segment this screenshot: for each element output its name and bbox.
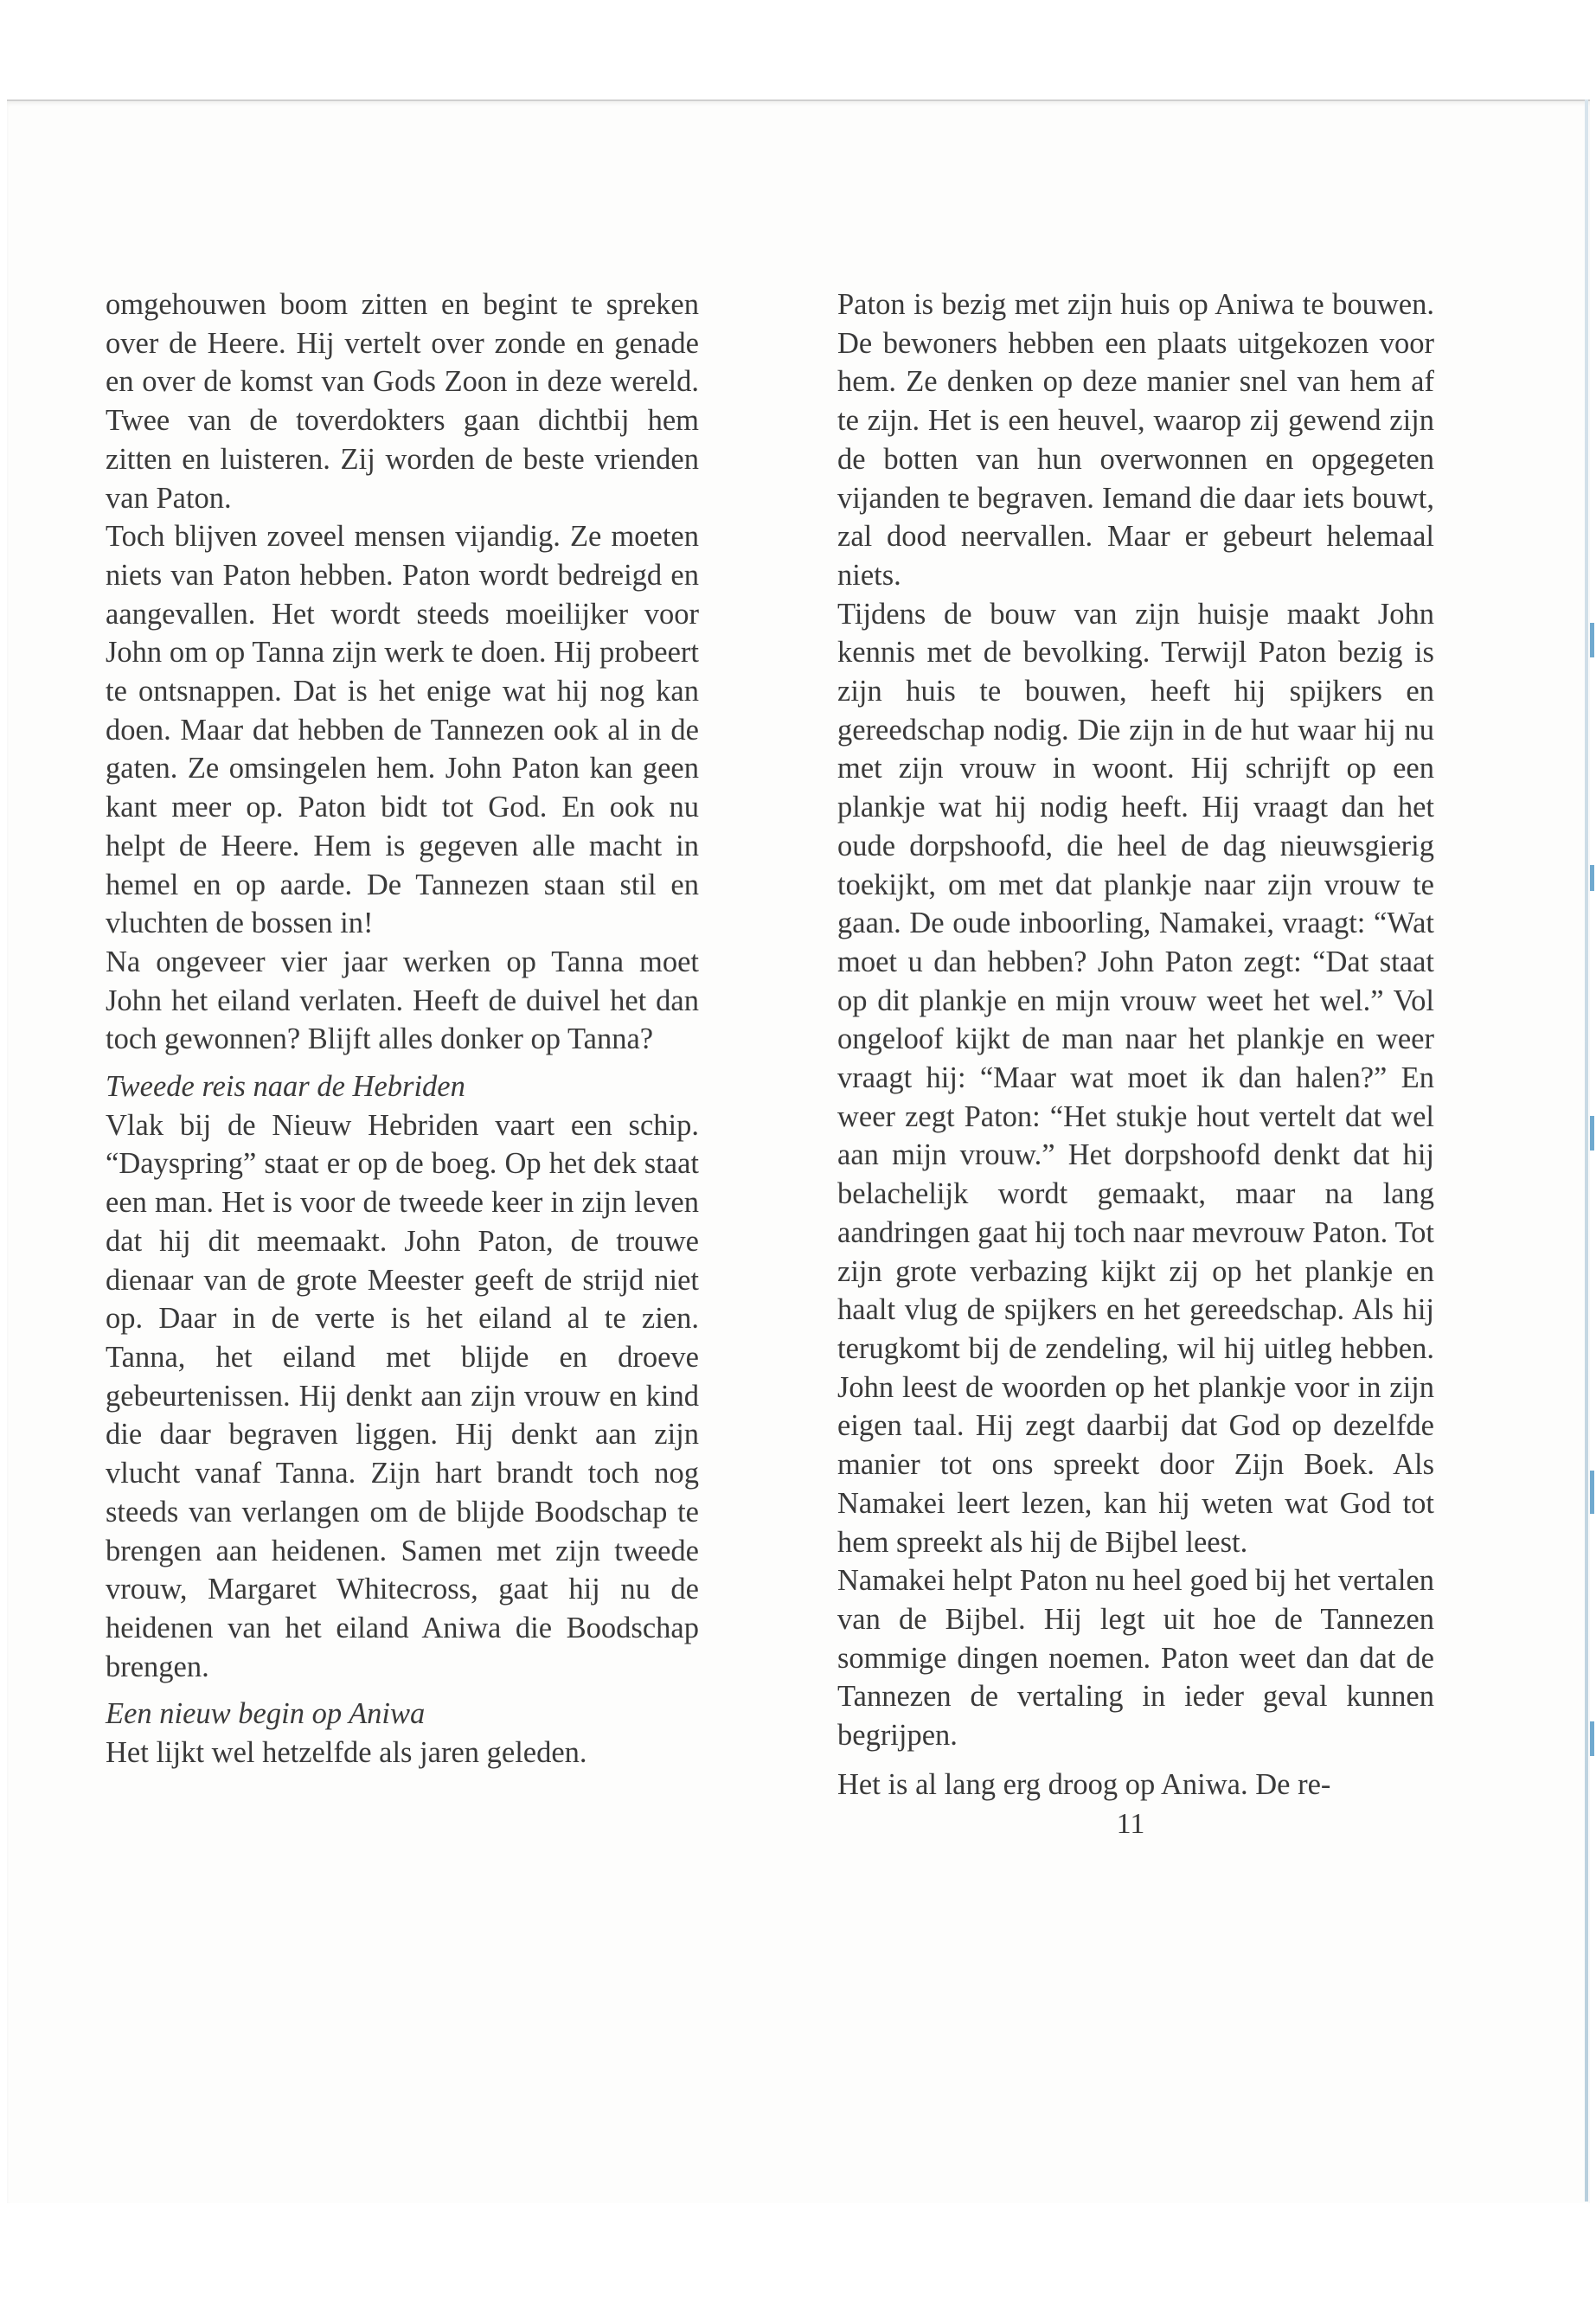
page-edge-mark bbox=[1590, 1471, 1594, 1514]
page-edge-mark bbox=[1590, 1116, 1594, 1150]
page-number: 11 bbox=[1116, 1808, 1145, 1840]
section-heading: Een nieuw begin op Aniwa bbox=[106, 1697, 426, 1731]
left-column bbox=[106, 285, 699, 1772]
paragraph: Tijdens de bouw van zijn huisje maakt John kennis met de bevolking. Terwijl Paton bezig is zijn huis te bouwen, heeft hij spijkers en gereedschap nodig. Die zijn in de hut waar hij nu met zijn vrouw in woont. Hij schrijft op een plankje wat hij nodig heeft. Hij vraagt dan het oude dorpshoofd, die heel de dag nieuwsgierig toekijkt, om met dat plankje naar zijn vrouw te gaan. De oude inboorling, Namakei, vraagt: “Wat moet u dan hebben? John Paton zegt: “Dat staat op dit plankje en mijn vrouw weet het wel.” Vol ongeloof kijkt de man naar het plankje en weer vraagt hij: “Maar wat moet ik dan halen?” En weer zegt Paton: “Het stukje hout vertelt dat wel aan mijn vrouw.” Het dorpshoofd denkt dat hij belachelijk wordt gemaakt, maar na lang aandringen gaat hij toch naar mevrouw Paton. Tot zijn grote verbazing kijkt zij op het plankje en haalt vlug de spijkers en het gereedschap. Als hij terugkomt bij de zendeling, wil hij uitleg hebben. John leest de woorden op het plankje voor in zijn eigen taal. Hij zegt daarbij dat God op dezelfde manier tot ons spreekt door Zijn Boek. Als Namakei leert lezen, kan hij weten wat God tot hem spreekt als hij de Bijbel leest. bbox=[837, 597, 1434, 1559]
paragraph: Het is al lang erg droog op Aniwa. De re- bbox=[837, 1767, 1331, 1801]
paragraph: Toch blijven zoveel mensen vijandig. Ze moeten niets van Paton hebben. Paton wordt bedreigd en aangevallen. Het wordt steeds moeilijker voor John om op Tanna zijn werk te doen. Hij probeert te ontsnappen. Dat is het enige wat hij nog kan doen. Maar dat hebben de Tannezen ook al in de gaten. Ze omsingelen hem. John Paton kan geen kant meer op. Paton bidt tot God. En ook nu helpt de Heere. Hem is gegeven alle macht in hemel en op aarde. De Tannezen staan stil en vluchten de bossen in! bbox=[106, 520, 699, 940]
paragraph: Namakei helpt Paton nu heel goed bij het vertalen van de Bijbel. Hij legt uit hoe de Tannezen sommige dingen noemen. Paton weet dan dat de Tannezen de vertaling in ieder geval kunnen begrijpen. bbox=[837, 1564, 1434, 1753]
page-edge-mark bbox=[1590, 1721, 1594, 1756]
paragraph: Paton is bezig met zijn huis op Aniwa te bouwen. De bewoners hebben een plaats uitgekozen voor hem. Ze denken op deze manier snel van hem af te zijn. Het is een heuvel, waarop zij gewend zijn de botten van hun overwonnen en opgegeten vijanden te begraven. Iemand die daar iets bouwt, zal dood neervallen. Maar er gebeurt helemaal niets. bbox=[837, 288, 1434, 592]
section-heading: Tweede reis naar de Hebriden bbox=[106, 1070, 465, 1104]
paragraph: Vlak bij de Nieuw Hebriden vaart een schip. “Dayspring” staat er op de boeg. Op het dek staat een man. Het is voor de tweede keer in zijn leven dat hij dit meemaakt. John Paton, de trouwe dienaar van de grote Meester geeft de strijd niet op. Daar in de verte is het eiland al te zien. Tanna, het eiland met blijde en droeve gebeurtenissen. Hij denkt aan zijn vrouw en kind die daar begraven liggen. Hij denkt aan zijn vlucht vanaf Tanna. Zijn hart brandt toch nog steeds van verlangen om de blijde Boodschap te brengen aan heidenen. Samen met zijn tweede vrouw, Margaret Whitecross, gaat hij nu de heidenen van het eiland Aniwa die Boodschap brengen. bbox=[106, 1108, 699, 1683]
page-edge bbox=[1585, 99, 1588, 2202]
right-column bbox=[837, 285, 1434, 1804]
page-edge-mark bbox=[1590, 865, 1594, 891]
paragraph: omgehouwen boom zitten en begint te spreken over de Heere. Hij vertelt over zonde en genade en over de komst van Gods Zoon in deze wereld. Twee van de toverdokters gaan dichtbij hem zitten en luisteren. Zij worden de beste vrienden van Paton. bbox=[106, 288, 699, 515]
paragraph: Het lijkt wel hetzelfde als jaren geleden. bbox=[106, 1736, 587, 1770]
paragraph: Na ongeveer vier jaar werken op Tanna moet John het eiland verlaten. Heeft de duivel het dan toch gewonnen? Blijft alles donker op Tanna? bbox=[106, 945, 699, 1056]
page-edge-mark bbox=[1590, 623, 1594, 657]
